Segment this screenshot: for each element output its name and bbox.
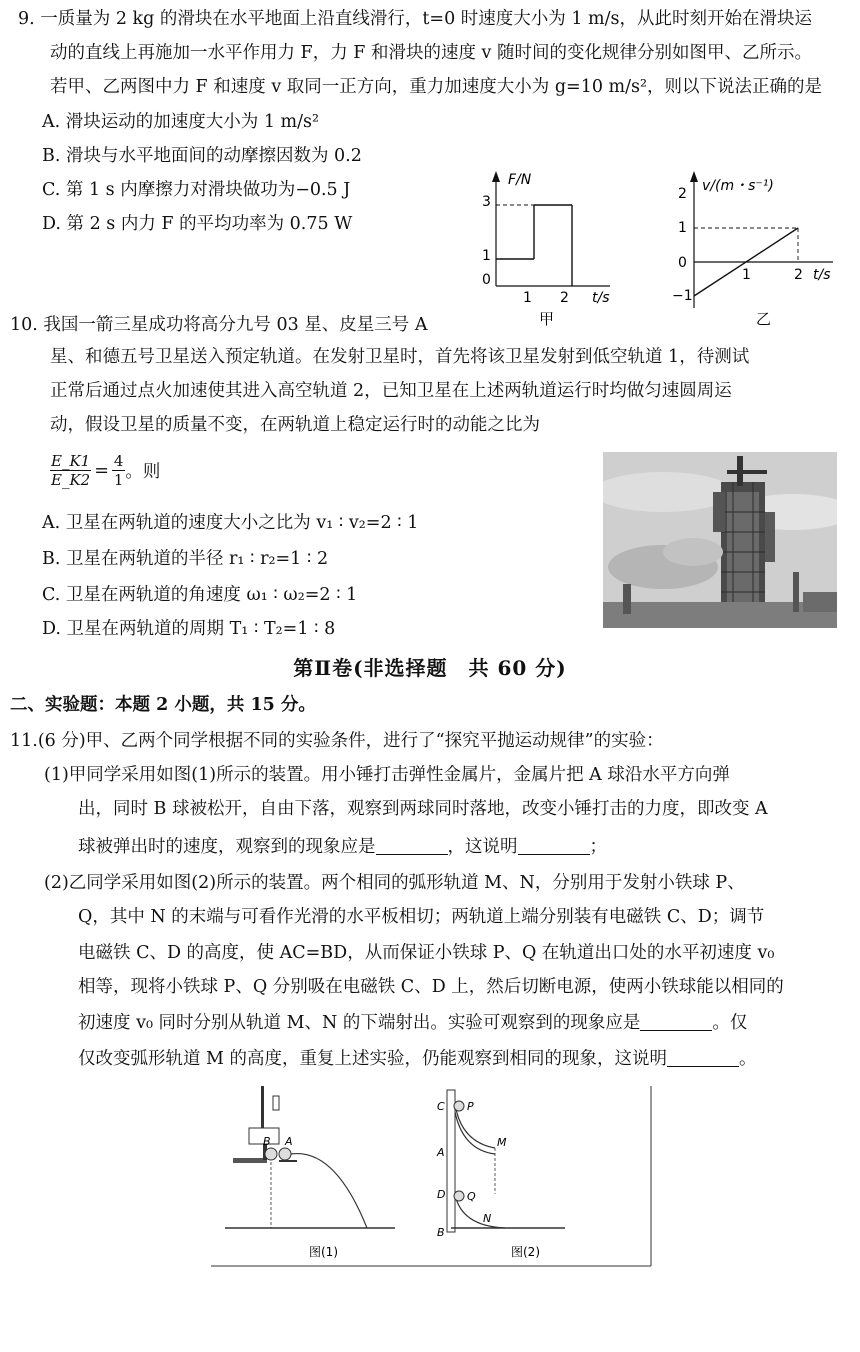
q10-stem-line3: 正常后通过点火加速使其进入高空轨道 2，已知卫星在上述两轨道运行时均做匀速圆周运: [50, 381, 732, 401]
graph-jia-ylabel: F/N: [508, 172, 532, 188]
graph-yi-caption: 乙: [756, 310, 772, 328]
q11-part2-line1: (2)乙同学采用如图(2)所示的装置。两个相同的弧形轨道 M、N，分别用于发射小铁球 P、: [44, 873, 745, 893]
graph-jia-caption: 甲: [539, 310, 555, 328]
graph-jia-xlabel: t/s: [592, 290, 610, 306]
q10-frac-val-num: 4: [113, 452, 124, 470]
figure-2-label-q: Q: [467, 1190, 476, 1203]
graph-yi-ytick-2: 2: [678, 186, 687, 202]
graph-yi-ytick-1: 1: [678, 220, 687, 236]
q10-frac-den: E_K2: [51, 471, 91, 489]
q9-option-c: C. 第 1 s 内摩擦力对滑块做功为−0.5 J: [42, 180, 351, 200]
q10-stem-line4: 动，假设卫星的质量不变，在两轨道上稳定运行时的动能之比为: [50, 415, 540, 435]
q11-part2-line4: 相等，现将小铁球 P、Q 分别吸在电磁铁 C、D 上，然后切断电源，使两小铁球能以相同的: [78, 977, 784, 997]
experiment-figures: [205, 1082, 657, 1272]
figure-2-label-n: N: [483, 1212, 492, 1225]
graph-yi-ytick-neg1: −1: [672, 288, 693, 304]
q10-stem-line2: 星、和德五号卫星送入预定轨道。在发射卫星时，首先将该卫星发射到低空轨道 1，待测试: [50, 347, 750, 367]
q10-frac-num: E_K1: [51, 452, 91, 470]
q11-part2-text-d: 。: [739, 1049, 757, 1069]
q9-option-a: A. 滑块运动的加速度大小为 1 m/s²: [42, 112, 320, 132]
graph-yi-xtick-1: 1: [742, 267, 751, 283]
graph-yi-xlabel: t/s: [813, 267, 831, 283]
graph-yi: [668, 168, 848, 328]
graph-jia: [470, 168, 630, 328]
figure-2-caption: 图(2): [511, 1245, 540, 1259]
graph-jia-ytick-3: 3: [482, 194, 491, 210]
q11-part2-line3: 电磁铁 C、D 的高度，使 AC=BD，从而保证小铁球 P、Q 在轨道出口处的水平初速度 v₀: [78, 943, 775, 963]
q11-part2-text-b: 。仅: [712, 1013, 748, 1033]
q11-part2-line2: Q，其中 N 的末端与可看作光滑的水平板相切；两轨道上端分别装有电磁铁 C、D；调节: [78, 907, 765, 927]
q11-blank-3[interactable]: [640, 1013, 712, 1031]
q9-stem-line2: 动的直线上再施加一水平作用力 F，力 F 和滑块的速度 v 随时间的变化规律分别如图甲、乙所示。: [50, 43, 812, 63]
q10-frac-val-den: 1: [113, 471, 124, 489]
figure-1-label-a: A: [285, 1135, 293, 1148]
figure-1-label-b: B: [263, 1135, 271, 1148]
section-2-heading: 二、实验题：本题 2 小题，共 15 分。: [10, 695, 316, 715]
figure-2-label-c: C: [437, 1100, 445, 1113]
q11-part2-text-c: 仅改变弧形轨道 M 的高度，重复上述实验，仍能观察到相同的现象，这说明: [78, 1049, 668, 1069]
q11-part1-line3: [78, 834, 607, 860]
q11-part1-text-a: 球被弹出时的速度，观察到的现象应是: [78, 837, 376, 857]
q9-option-d: D. 第 2 s 内力 F 的平均功率为 0.75 W: [42, 214, 353, 234]
q10-option-d: D. 卫星在两轨道的周期 T₁ ∶ T₂=1 ∶ 8: [42, 619, 336, 639]
graph-yi-ylabel: v/(m・s⁻¹): [702, 178, 774, 194]
graph-jia-xtick-1: 1: [523, 290, 532, 306]
graph-jia-xtick-2: 2: [560, 290, 569, 306]
figure-2-apparatus: [436, 1090, 565, 1259]
figure-1-apparatus: [225, 1086, 395, 1259]
q10-option-a: A. 卫星在两轨道的速度大小之比为 v₁ ∶ v₂=2 ∶ 1: [42, 513, 419, 533]
q10-option-b: B. 卫星在两轨道的半径 r₁ ∶ r₂=1 ∶ 2: [42, 549, 329, 569]
rocket-launch-photo: [603, 452, 837, 628]
q10-option-c: C. 卫星在两轨道的角速度 ω₁ ∶ ω₂=2 ∶ 1: [42, 585, 358, 605]
q10-energy-ratio: $\frac{E\_K1}{E\_K2}$ = $\frac{4}{1}$ 。则: [51, 452, 161, 489]
q11-part1-line1: (1)甲同学采用如图(1)所示的装置。用小锤打击弹性金属片，金属片把 A 球沿水平方向弹: [44, 765, 730, 785]
figure-2-label-b: B: [437, 1226, 445, 1239]
q11-part2-line5: [78, 1010, 747, 1036]
q11-blank-2[interactable]: [518, 837, 590, 855]
q11-blank-1[interactable]: [376, 837, 448, 855]
q11-part1-text-c: ；: [589, 837, 607, 857]
q11-part1-line2: 出，同时 B 球被松开，自由下落，观察到两球同时落地，改变小锤打击的力度，即改变 A: [78, 799, 768, 819]
figure-2-label-a: A: [437, 1146, 445, 1159]
q10-frac-tail: 。则: [125, 462, 161, 482]
q10-stem-line1: 10. 我国一箭三星成功将高分九号 03 星、皮星三号 A: [10, 315, 428, 335]
q11-stem-line1: 11.(6 分)甲、乙两个同学根据不同的实验条件，进行了“探究平抛运动规律”的实验：: [10, 731, 664, 751]
figure-2-label-d: D: [437, 1188, 446, 1201]
q9-stem-line1: 9. 一质量为 2 kg 的滑块在水平地面上沿直线滑行，t=0 时速度大小为 1 m/s，从此时刻开始在滑块运: [18, 9, 813, 29]
q9-option-b: B. 滑块与水平地面间的动摩擦因数为 0.2: [42, 146, 362, 166]
q11-part1-text-b: ，这说明: [447, 837, 518, 857]
graph-yi-xtick-2: 2: [794, 267, 803, 283]
q9-stem-line3: 若甲、乙两图中力 F 和速度 v 取同一正方向，重力加速度大小为 g=10 m/s²，则以下说法正确的是: [50, 77, 823, 97]
graph-jia-ytick-0: 0: [482, 272, 491, 288]
q11-blank-4[interactable]: [667, 1049, 739, 1067]
q11-part2-line6: [78, 1046, 757, 1072]
q11-part2-text-a: 初速度 v₀ 同时分别从轨道 M、N 的下端射出。实验可观察到的现象应是: [78, 1013, 641, 1033]
figure-2-label-m: M: [497, 1136, 507, 1149]
graph-jia-ytick-1: 1: [482, 248, 491, 264]
graph-yi-ytick-0: 0: [678, 255, 687, 271]
figure-1-caption: 图(1): [309, 1245, 338, 1259]
section-2-title: 第Ⅱ卷(非选择题 共 60 分): [293, 656, 567, 680]
figure-2-label-p: P: [467, 1100, 474, 1113]
